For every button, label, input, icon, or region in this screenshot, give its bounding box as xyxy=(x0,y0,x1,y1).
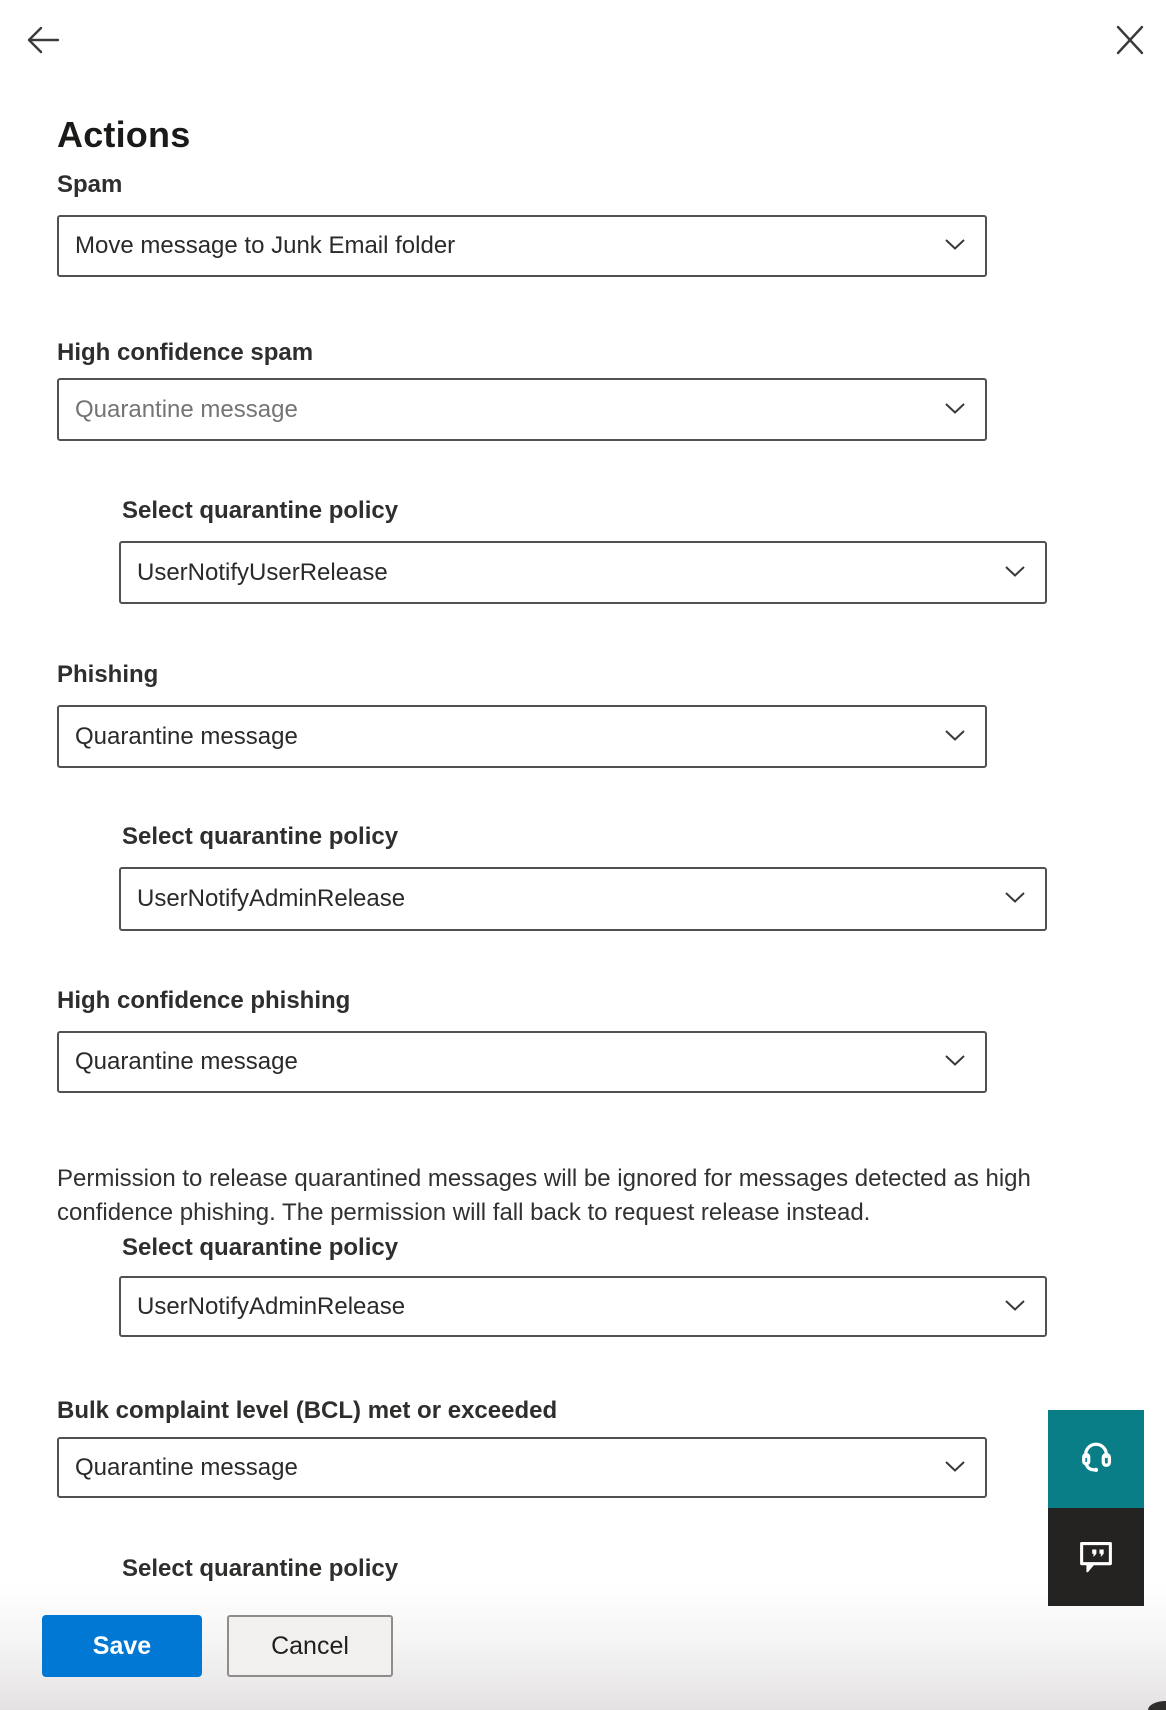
phishing-action-value: Quarantine message xyxy=(75,722,298,750)
high-confidence-phishing-action-value: Quarantine message xyxy=(75,1048,298,1075)
hcp-quarantine-policy-label: Select quarantine policy xyxy=(122,1234,399,1261)
back-button[interactable] xyxy=(24,22,62,58)
bcl-action-dropdown[interactable] xyxy=(57,1437,987,1498)
phishing-quarantine-policy-value: UserNotifyAdminRelease xyxy=(137,885,406,912)
bcl-action-value: Quarantine message xyxy=(75,1453,298,1481)
save-button[interactable]: Save xyxy=(42,1615,202,1677)
high-confidence-phishing-label: High confidence phishing xyxy=(57,987,351,1014)
arrow-left-icon xyxy=(24,46,62,61)
bulk-complaint-level-label: Bulk complaint level (BCL) met or exceeded xyxy=(57,1397,558,1424)
chevron-down-icon xyxy=(945,401,965,419)
chevron-down-icon xyxy=(945,1459,965,1477)
footer-bar xyxy=(0,1584,1166,1710)
feedback-icon xyxy=(1073,1533,1119,1582)
chevron-down-icon xyxy=(945,237,965,255)
bcl-quarantine-policy-label: Select quarantine policy xyxy=(122,1555,399,1582)
high-confidence-spam-label: High confidence spam xyxy=(57,339,314,366)
phishing-label: Phishing xyxy=(57,661,159,688)
cancel-button[interactable]: Cancel xyxy=(227,1615,393,1677)
chevron-down-icon xyxy=(945,1053,965,1071)
help-button[interactable] xyxy=(1048,1410,1144,1508)
chevron-down-icon xyxy=(945,728,965,746)
phishing-quarantine-policy-label: Select quarantine policy xyxy=(122,823,399,850)
page-title: Actions xyxy=(57,114,191,156)
hcp-quarantine-policy-value: UserNotifyAdminRelease xyxy=(137,1292,406,1320)
high-confidence-phishing-action-dropdown[interactable] xyxy=(57,1031,987,1093)
hcs-quarantine-policy-label: Select quarantine policy xyxy=(122,497,399,524)
phishing-action-dropdown[interactable] xyxy=(57,705,987,768)
hcp-quarantine-policy-dropdown[interactable] xyxy=(119,1276,1047,1337)
hcs-quarantine-policy-dropdown[interactable] xyxy=(119,541,1047,604)
hcp-permission-note: Permission to release quarantined messages will be ignored for messages detected as high confidence phishing. The permission will fall back to request release instead. xyxy=(57,1165,1031,1226)
spam-action-dropdown[interactable] xyxy=(57,215,987,277)
feedback-button[interactable] xyxy=(1048,1508,1144,1606)
hcs-quarantine-policy-value: UserNotifyUserRelease xyxy=(137,558,388,586)
chevron-down-icon xyxy=(1005,564,1025,582)
spam-action-value: Move message to Junk Email folder xyxy=(75,232,456,259)
chevron-down-icon xyxy=(1005,1298,1025,1316)
high-confidence-spam-action-dropdown[interactable] xyxy=(57,378,987,441)
spam-label: Spam xyxy=(57,171,123,198)
headset-icon xyxy=(1073,1435,1119,1484)
chevron-down-icon xyxy=(1005,890,1025,908)
high-confidence-spam-action-value: Quarantine message xyxy=(75,395,298,423)
phishing-quarantine-policy-dropdown[interactable] xyxy=(119,867,1047,931)
close-button[interactable] xyxy=(1112,22,1148,58)
close-icon xyxy=(1112,46,1148,61)
